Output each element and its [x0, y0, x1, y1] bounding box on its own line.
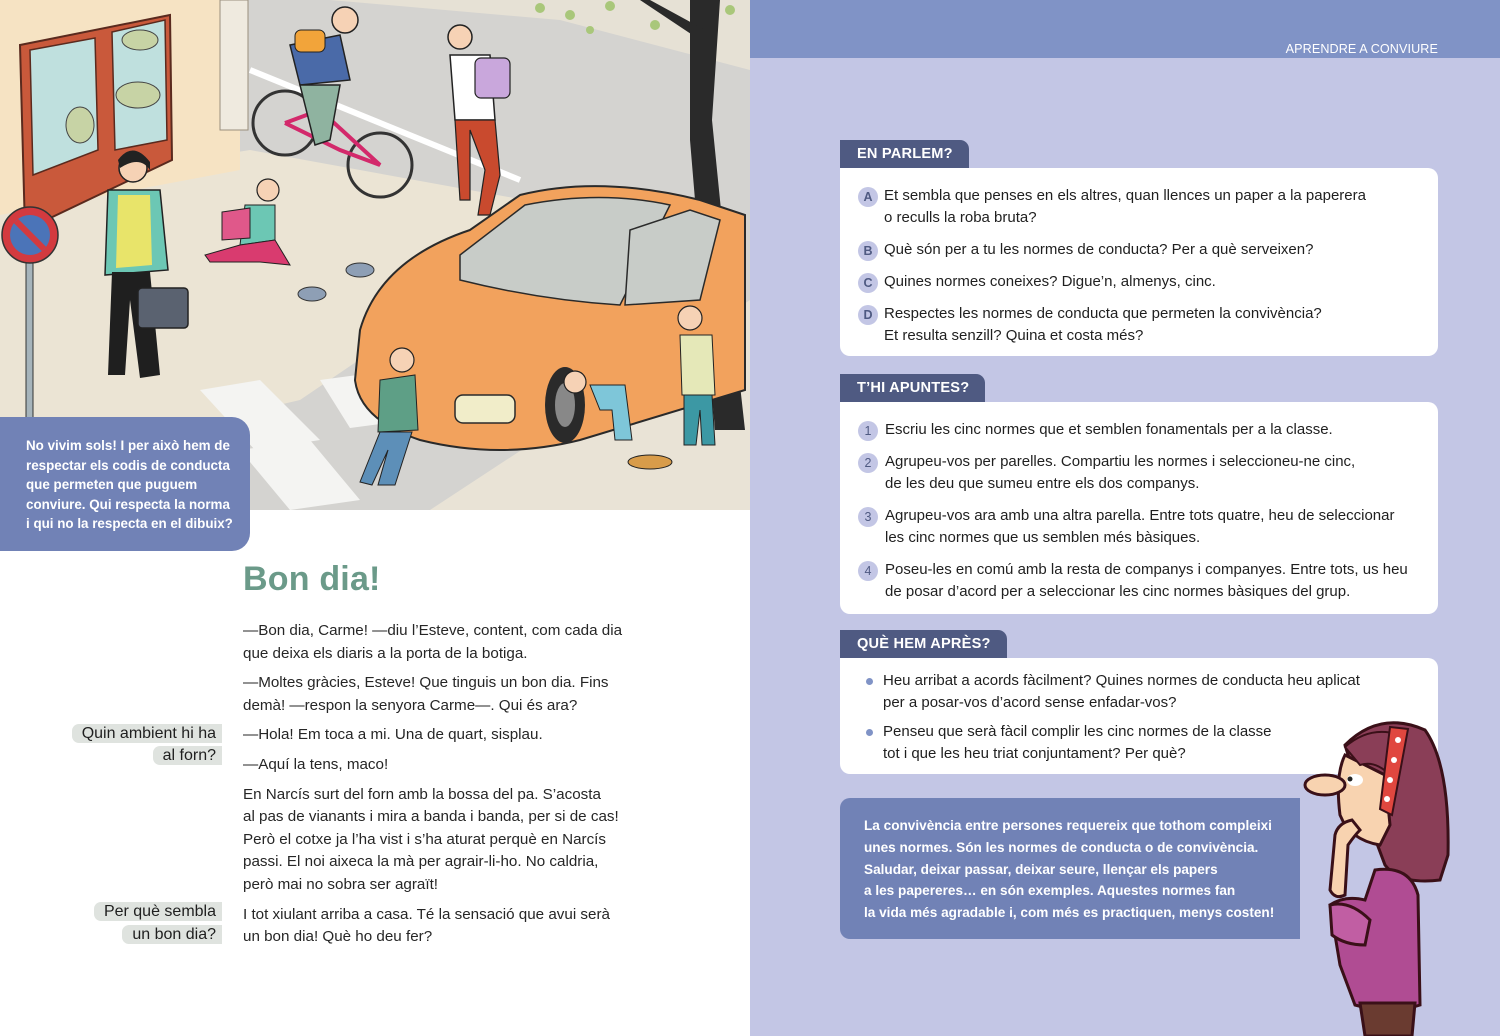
- story-text: [243, 620, 663, 956]
- activity-item: [885, 419, 1333, 441]
- reflection-item: [883, 670, 1360, 714]
- reflection-item: [883, 721, 1272, 765]
- item-line: tot i que les heu triat conjuntament? Per què?: [883, 745, 1186, 762]
- story-paragraph: [243, 724, 663, 747]
- activity-item: [885, 451, 1355, 495]
- callout-line: No vivim sols! I per això hem de: [26, 438, 230, 453]
- item-line: Quines normes coneixes? Digue’n, almenys, cinc.: [884, 273, 1216, 290]
- card-thi-apuntes: [840, 402, 1438, 614]
- question-item: [884, 239, 1313, 261]
- callout-line: unes normes. Són les normes de conducta o de convivència.: [864, 839, 1259, 855]
- question-item: [884, 185, 1366, 229]
- tab-thi-apuntes: T’HI APUNTES?: [840, 374, 985, 402]
- item-line: les cinc normes que us semblen més bàsiques.: [885, 529, 1201, 546]
- story-line: —Bon dia, Carme! —diu l’Esteve, content, com cada dia: [243, 622, 623, 639]
- section-header: APRENDRE A CONVIURE: [1285, 42, 1438, 56]
- question-item: [884, 303, 1322, 347]
- item-line: Et resulta senzill? Quina et costa més?: [884, 327, 1144, 344]
- item-line: Què són per a tu les normes de conducta? Per a què serveixen?: [884, 241, 1314, 258]
- callout-line: i qui no la respecta en el dibuix?: [26, 516, 233, 531]
- story-line: demà! —respon la senyora Carme—. Qui és ara?: [243, 696, 578, 714]
- callout-line: conviure. Qui respecta la norma: [26, 496, 230, 512]
- story-paragraph: [243, 620, 663, 665]
- item-line: Agrupeu-vos per parelles. Compartiu les normes i seleccioneu-ne cinc,: [885, 453, 1356, 470]
- story-paragraph: [243, 784, 663, 897]
- marker-badge: A: [858, 187, 878, 207]
- item-line: Escriu les cinc normes que et semblen fonamentals per a la classe.: [885, 421, 1333, 438]
- story-line: que deixa els diaris a la porta de la botiga.: [243, 644, 528, 662]
- callout-line: La convivència entre persones requereix que tothom compleixi: [864, 818, 1272, 833]
- callout-line: la vida més agradable i, com més es practiquen, menys costen!: [864, 905, 1275, 921]
- right-page: [750, 0, 1500, 1036]
- story-line: —Aquí la tens, maco!: [243, 755, 389, 773]
- marker-badge: 2: [858, 453, 878, 473]
- story-line: Però el cotxe ja l’ha vist i s’ha aturat perquè en Narcís: [243, 830, 606, 848]
- margin-question-line: al forn?: [153, 746, 222, 765]
- story-title: Bon dia!: [243, 560, 381, 598]
- question-item: [884, 271, 1216, 293]
- item-line: Penseu que serà fàcil complir les cinc normes de la classe: [883, 723, 1272, 740]
- story-line: I tot xiulant arriba a casa. Té la sensació que avui serà: [243, 905, 610, 923]
- marker-badge: 1: [858, 421, 878, 441]
- margin-question-line: Quin ambient hi ha: [72, 724, 222, 743]
- story-line: un bon dia! Què ho deu fer?: [243, 928, 433, 946]
- item-line: Poseu-les en comú amb la resta de companys i companyes. Entre tots, us heu: [885, 561, 1408, 578]
- item-line: Et sembla que penses en els altres, quan llences un paper a la paperera: [884, 187, 1366, 204]
- margin-question-line: Per què sembla: [94, 902, 222, 921]
- marker-badge: D: [858, 305, 878, 325]
- callout-line: respectar els codis de conducta: [26, 457, 230, 473]
- thinking-girl-illustration: [1290, 705, 1460, 1036]
- callout-line: a les papereres… en són exemples. Aquestes normes fan: [864, 883, 1236, 899]
- story-line: En Narcís surt del forn amb la bossa del pa. S’acosta: [243, 785, 601, 803]
- activity-item: [885, 559, 1408, 603]
- marker-badge: 3: [858, 507, 878, 527]
- story-line: passi. El noi aixeca la mà per agrair-li-ho. No caldria,: [243, 853, 599, 871]
- item-line: Heu arribat a acords fàcilment? Quines normes de conducta heu aplicat: [883, 672, 1360, 689]
- story-line: al pas de vianants i mira a banda i banda, per si de cas!: [243, 808, 619, 826]
- story-paragraph: [243, 754, 663, 777]
- item-line: de posar d’acord per a seleccionar les cinc normes bàsiques del grup.: [885, 583, 1351, 600]
- tab-en-parlem: EN PARLEM?: [840, 140, 969, 168]
- header-band: [750, 0, 1500, 58]
- item-line: Agrupeu-vos ara amb una altra parella. Entre tots quatre, heu de seleccionar: [885, 507, 1395, 524]
- activity-item: [885, 505, 1394, 549]
- item-line: de les deu que sumeu entre els dos companys.: [885, 475, 1200, 492]
- bullet-icon: [866, 729, 873, 736]
- item-line: per a posar-vos d’acord sense enfadar-vos?: [883, 694, 1177, 711]
- story-paragraph: [243, 904, 663, 949]
- tab-que-hem-apres: QUÈ HEM APRÈS?: [840, 630, 1007, 658]
- intro-callout: [0, 417, 250, 551]
- bullet-icon: [866, 678, 873, 685]
- story-line: —Hola! Em toca a mi. Una de quart, sisplau.: [243, 726, 543, 744]
- summary-callout: [840, 798, 1300, 939]
- marker-badge: B: [858, 241, 878, 261]
- card-en-parlem: [840, 168, 1438, 356]
- callout-line: que permeten que puguem: [26, 477, 198, 492]
- marker-badge: C: [858, 273, 878, 293]
- item-line: Respectes les normes de conducta que permeten la convivència?: [884, 305, 1322, 322]
- story-line: —Moltes gràcies, Esteve! Que tinguis un bon dia. Fins: [243, 674, 609, 692]
- margin-question-line: un bon dia?: [122, 925, 222, 944]
- item-line: o reculls la roba bruta?: [884, 209, 1037, 226]
- story-paragraph: [243, 672, 663, 717]
- callout-line: Saludar, deixar passar, deixar seure, llençar els papers: [864, 861, 1218, 877]
- marker-badge: 4: [858, 561, 878, 581]
- story-line: però mai no sobra ser agraït!: [243, 875, 439, 893]
